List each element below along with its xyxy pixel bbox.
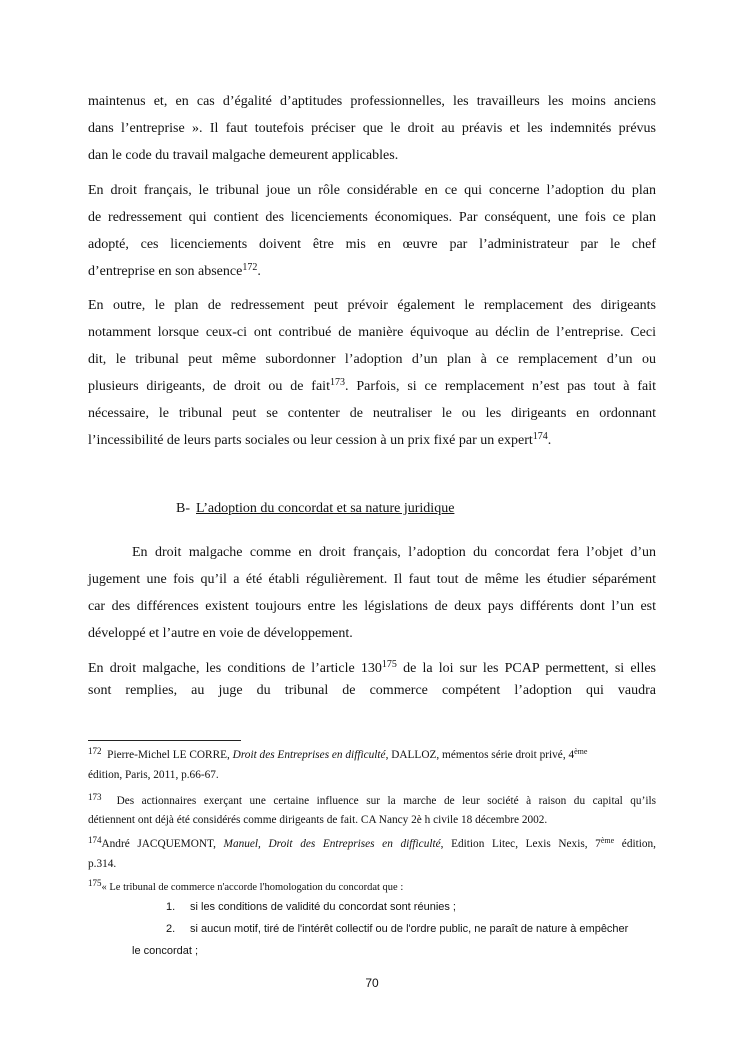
footnote-separator xyxy=(88,740,241,741)
body-line: maintenus et, en cas d’égalité d’aptitudes professionnelles, les travailleurs les moins anciens xyxy=(88,94,656,109)
body-line: dan le code du travail malgache demeurent applicables. xyxy=(88,148,399,163)
list-item-number: 1. xyxy=(166,901,176,913)
body-line: En outre, le plan de redressement peut prévoir également le remplacement des dirigeants xyxy=(88,298,656,313)
body-line: l’incessibilité de leurs parts sociales ou leur cession à un prix fixé par un expert$^{174}$. xyxy=(88,431,552,448)
footnote-ref-174[interactable]: 174 xyxy=(532,431,548,442)
list-item-cont: le concordat ; xyxy=(132,945,199,957)
footnote-173-cont: détiennent ont déjà été considérés comme dirigeants de fait. CA Nancy 2è h civile 18 décembre 2002. xyxy=(88,814,548,826)
body-line: car des différences existent toujours entre les législations de deux pays différents dont l’un est xyxy=(88,599,656,614)
body-line: jugement une fois qu’il a été établi régulièrement. Il faut tout de même les étudier séparément xyxy=(88,572,656,587)
footnote-172: $^{172}$ Pierre-Michel LE CORRE, Droit des Entreprises en difficulté, DALLOZ, mémentos série droit privé, 4ème xyxy=(88,746,588,761)
footnote-172-cont: édition, Paris, 2011, p.66-67. xyxy=(88,769,219,781)
body-line: dit, le tribunal peut même subordonner l’adoption d’un plan à ce remplacement d’un ou xyxy=(88,352,656,367)
section-heading xyxy=(176,500,454,518)
body-line: En droit malgache, les conditions de l’article $130^{175}$ de la loi sur les PCAP permettent, si elles xyxy=(88,659,656,676)
body-line: notamment lorsque ceux-ci ont contribué de manière équivoque au déclin de l’entreprise. Ceci xyxy=(88,325,656,340)
section-title: L’adoption du concordat et sa nature juridique xyxy=(196,501,455,516)
body-line: En droit malgache comme en droit français, l’adoption du concordat fera l’objet d’un xyxy=(132,545,656,560)
body-line: En droit français, le tribunal joue un rôle considérable en ce qui concerne l’adoption du plan xyxy=(88,183,656,198)
body-line: dans l’entreprise ». Il faut toutefois préciser que le droit au préavis et les indemnités prévus xyxy=(88,121,656,136)
footnote-174: $^{174}$André JACQUEMONT, Manuel, Droit des Entreprises en difficulté, Edition Litec, Lexis Nexis, 7ème édition, xyxy=(88,835,657,850)
footnote-174-cont: p.314. xyxy=(88,858,117,870)
footnote-ref-175[interactable]: 175 xyxy=(381,659,397,670)
body-line: de redressement qui contient des licenciements économiques. Par conséquent, une fois ce plan xyxy=(88,210,656,225)
list-item-number: 2. xyxy=(166,923,176,935)
footnote-ref-172[interactable]: 172 xyxy=(242,262,258,273)
page-number: 70 xyxy=(365,976,379,990)
body-line: sont remplies, au juge du tribunal de commerce compétent l’adoption qui vaudra xyxy=(88,683,656,698)
footnote-173: $^{173}$ Des actionnaires exerçant une certaine influence sur la marche de leur société à raison du capital qu’ils xyxy=(88,792,656,807)
body-line: nécessaire, le tribunal peut se contenter de neutraliser le ou les dirigeants en ordonnant xyxy=(88,406,656,421)
body-line: développé et l’autre en voie de développement. xyxy=(88,626,353,641)
section-marker: B- xyxy=(176,501,190,516)
body-line: plusieurs dirigeants, de droit ou de fait$^{173}$. Parfois, si ce remplacement n’est pas tout à fait xyxy=(88,377,656,394)
body-line: d’entreprise en son absence$^{172}$. xyxy=(88,262,261,279)
list-item: si les conditions de validité du concordat sont réunies ; xyxy=(190,901,456,913)
body-line: adopté, ces licenciements doivent être mis en œuvre par l’administrateur par le chef xyxy=(88,237,656,252)
list-item: si aucun motif, tiré de l'intérêt collectif ou de l'ordre public, ne paraît de nature à empêcher xyxy=(190,923,629,935)
footnote-ref-173[interactable]: 173 xyxy=(329,377,345,388)
footnote-175: $^{175}$« Le tribunal de commerce n'accorde l'homologation du concordat que : xyxy=(88,878,404,893)
